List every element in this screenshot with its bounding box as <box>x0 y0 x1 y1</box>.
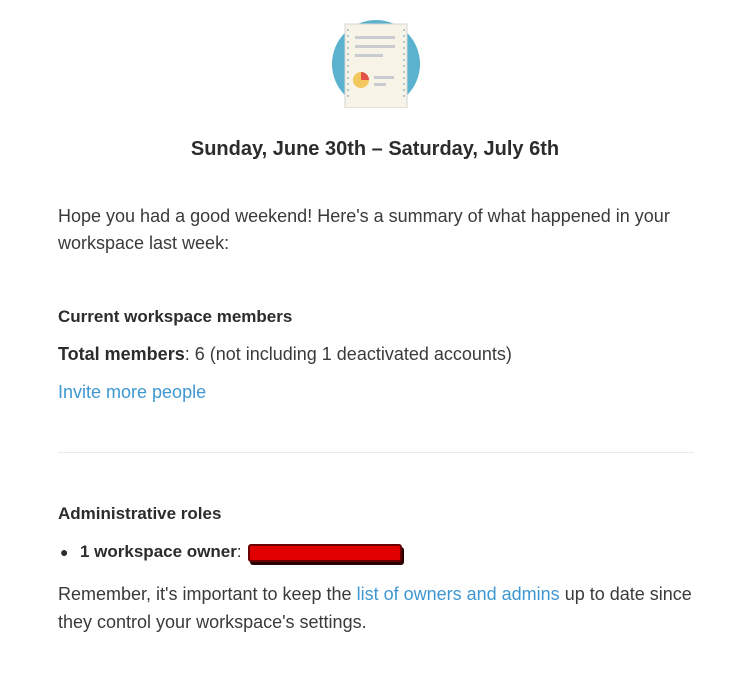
date-range-title: Sunday, June 30th – Saturday, July 6th <box>190 138 560 160</box>
section-divider <box>58 452 694 453</box>
total-members-label: Total members <box>58 344 185 364</box>
owner-list-item <box>60 540 402 564</box>
total-members-value: : 6 (not including 1 deactivated accounts) <box>184 344 512 364</box>
owner-suffix: : <box>236 542 242 561</box>
total-members-line <box>58 342 512 366</box>
admin-roles-heading: Administrative roles <box>58 504 222 523</box>
intro-text: Hope you had a good weekend! Here's a summary of what happened in your workspace last week: <box>58 206 670 253</box>
reminder-text <box>58 580 698 636</box>
owner-count-label: 1 workspace owner <box>80 542 237 561</box>
owners-admins-list-link[interactable]: list of owners and admins <box>356 584 560 604</box>
members-heading: Current workspace members <box>58 307 293 326</box>
invite-more-people-link[interactable]: Invite more people <box>58 382 207 402</box>
reminder-before: Remember, it's important to keep the <box>58 584 357 604</box>
reminder-after: up to date since they control your workspace's settings. <box>58 584 692 632</box>
report-document-icon <box>331 16 421 108</box>
bullet-icon: ● <box>60 544 69 560</box>
redacted-owner-name <box>248 544 402 562</box>
